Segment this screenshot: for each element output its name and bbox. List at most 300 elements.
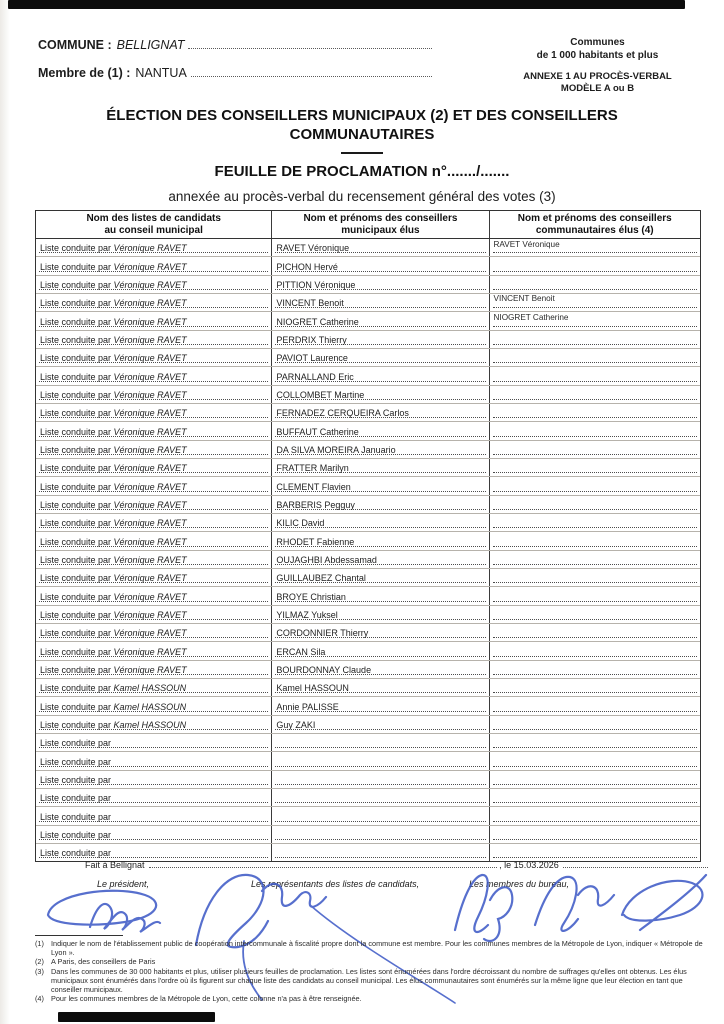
- cell-conseiller-municipal: [272, 807, 489, 824]
- liste-conducteur: Véronique RAVET: [113, 371, 187, 382]
- liste-text: [40, 463, 187, 473]
- membre-dotted-line: [191, 76, 432, 77]
- liste-prefix: Liste conduite par: [40, 738, 112, 749]
- liste-text: [40, 372, 187, 382]
- liste-prefix: Liste conduite par: [40, 829, 112, 840]
- communes-note-line2: de 1 000 habitants et plus: [536, 50, 659, 61]
- communautaire-dotted-line: [493, 821, 697, 822]
- communautaire-elu-name: RAVET Véronique: [493, 239, 560, 249]
- liste-text: [40, 298, 187, 308]
- table-row-25: [36, 679, 700, 697]
- liste-text: [40, 537, 187, 547]
- cell-conseiller-communautaire: [490, 642, 700, 659]
- table-header-row: [36, 211, 700, 239]
- cell-conseiller-municipal: [272, 496, 489, 513]
- cell-liste: [36, 477, 272, 494]
- liste-conducteur: Véronique RAVET: [113, 426, 187, 437]
- commune-label: COMMUNE :: [38, 38, 112, 52]
- communautaire-dotted-line: [493, 417, 697, 418]
- municipal-elu-name: KILIC David: [276, 518, 325, 529]
- communautaire-dotted-line: [493, 839, 697, 840]
- liste-prefix: Liste conduite par: [40, 591, 114, 602]
- fait-dotted-line1: [149, 867, 498, 868]
- municipal-elu-name: FRATTER Marilyn: [276, 463, 349, 474]
- cell-liste: [36, 716, 272, 733]
- liste-text: [40, 738, 111, 748]
- communautaire-dotted-line: [493, 381, 697, 382]
- cell-liste: [36, 386, 272, 403]
- municipal-elu-name: PITTION Véronique: [276, 279, 356, 290]
- communautaire-dotted-line: [493, 344, 697, 345]
- cell-conseiller-communautaire: [490, 477, 700, 494]
- liste-conducteur: Véronique RAVET: [113, 609, 187, 620]
- fait-date: , le 15.03.2026: [499, 860, 559, 870]
- cell-liste: [36, 771, 272, 788]
- table-row-8: [36, 367, 700, 385]
- cell-conseiller-communautaire: [490, 569, 700, 586]
- cell-liste: [36, 734, 272, 751]
- liste-text: [40, 720, 186, 730]
- liste-text: [40, 408, 187, 418]
- liste-prefix: Liste conduite par: [40, 628, 114, 639]
- commune-dotted-line: [188, 48, 432, 49]
- municipal-elu-name: DA SILVA MOREIRA Januario: [276, 444, 396, 455]
- cell-conseiller-municipal: [272, 569, 489, 586]
- proclamation-subtitle: annexée au procès-verbal du recensement général des votes (3): [168, 189, 556, 204]
- liste-text: [40, 500, 187, 510]
- cell-conseiller-communautaire: [490, 606, 700, 623]
- table-row-3: [36, 276, 700, 294]
- liste-conducteur: Kamel HASSOUN: [113, 719, 187, 730]
- liste-text: [40, 427, 187, 437]
- municipal-elu-name: BROYE Christian: [276, 591, 346, 602]
- cell-conseiller-communautaire: [490, 239, 700, 256]
- communautaire-dotted-line: [493, 399, 697, 400]
- liste-text: [40, 243, 187, 253]
- liste-text: [40, 665, 187, 675]
- communautaire-dotted-line: [493, 252, 697, 253]
- footnote-number: (1): [35, 939, 44, 948]
- communautaire-dotted-line: [493, 637, 697, 638]
- cell-conseiller-municipal: [272, 624, 489, 641]
- table-row-2: [36, 257, 700, 275]
- municipal-dotted-line: [275, 766, 485, 767]
- liste-prefix: Liste conduite par: [40, 298, 114, 309]
- cell-conseiller-municipal: [272, 441, 489, 458]
- communautaire-dotted-line: [493, 656, 697, 657]
- liste-text: [40, 793, 111, 803]
- liste-text: [40, 482, 187, 492]
- cell-conseiller-communautaire: [490, 697, 700, 714]
- cell-conseiller-communautaire: [490, 459, 700, 476]
- cell-liste: [36, 697, 272, 714]
- communautaire-dotted-line: [493, 472, 697, 473]
- table-body: [36, 239, 700, 861]
- municipal-dotted-line: [275, 857, 485, 858]
- liste-text: [40, 702, 186, 712]
- membres-bureau-label: Les membres du bureau,: [469, 879, 570, 889]
- liste-conducteur: Véronique RAVET: [113, 353, 187, 364]
- liste-conducteur: Véronique RAVET: [113, 389, 187, 400]
- cell-liste: [36, 496, 272, 513]
- table-row-15: [36, 496, 700, 514]
- scan-edge-shading: [0, 0, 10, 1024]
- liste-prefix: Liste conduite par: [40, 811, 112, 822]
- liste-prefix: Liste conduite par: [40, 261, 114, 272]
- liste-prefix: Liste conduite par: [40, 426, 114, 437]
- cell-conseiller-municipal: [272, 752, 489, 769]
- cell-liste: [36, 569, 272, 586]
- table-row-19: [36, 569, 700, 587]
- communautaire-dotted-line: [493, 436, 697, 437]
- cell-conseiller-communautaire: [490, 312, 700, 329]
- cell-conseiller-communautaire: [490, 331, 700, 348]
- liste-text: [40, 812, 111, 822]
- liste-conducteur: Véronique RAVET: [113, 518, 187, 529]
- liste-text: [40, 262, 187, 272]
- liste-conducteur: Véronique RAVET: [113, 261, 187, 272]
- liste-prefix: Liste conduite par: [40, 701, 114, 712]
- communautaire-dotted-line: [493, 362, 697, 363]
- liste-conducteur: Véronique RAVET: [113, 243, 187, 254]
- header-col-municipaux-line1: Nom et prénoms des conseillers: [303, 213, 458, 224]
- cell-liste: [36, 367, 272, 384]
- commune-value: BELLIGNAT: [116, 38, 185, 52]
- cell-conseiller-communautaire: [490, 679, 700, 696]
- cell-conseiller-municipal: [272, 276, 489, 293]
- cell-liste: [36, 532, 272, 549]
- cell-conseiller-communautaire: [490, 349, 700, 366]
- table-row-32: [36, 807, 700, 825]
- liste-conducteur: Véronique RAVET: [113, 444, 187, 455]
- table-row-34: [36, 844, 700, 861]
- municipal-elu-name: FERNADEZ CERQUEIRA Carlos: [276, 408, 409, 419]
- fait-line: [85, 860, 710, 870]
- cell-conseiller-municipal: [272, 771, 489, 788]
- cell-conseiller-communautaire: [490, 367, 700, 384]
- communautaire-dotted-line: [493, 326, 697, 327]
- liste-conducteur: Véronique RAVET: [113, 334, 187, 345]
- communautaire-dotted-line: [493, 564, 697, 565]
- communautaire-dotted-line: [493, 857, 697, 858]
- municipal-dotted-line: [275, 839, 485, 840]
- cell-conseiller-municipal: [272, 789, 489, 806]
- municipal-elu-name: PAVIOT Laurence: [276, 353, 348, 364]
- liste-conducteur: Véronique RAVET: [113, 316, 187, 327]
- liste-text: [40, 390, 187, 400]
- liste-text: [40, 610, 187, 620]
- cell-liste: [36, 789, 272, 806]
- cell-liste: [36, 349, 272, 366]
- table-row-10: [36, 404, 700, 422]
- cell-conseiller-municipal: [272, 679, 489, 696]
- municipal-elu-name: PICHON Hervé: [276, 261, 338, 272]
- footnote-text: Dans les communes de 30 000 habitants et plus, utiliser plusieurs feuilles de proclamation. Les listes sont énumérées dans l'ordre décroissant du nombre de suffrages qu'elles ont obtenus. Les élus municipaux sont énumérés dans l'ordre où ils figurent sur chaque liste des candidats au conseil municipal. Les élus communautaires sont énumérés sur la même ligne que leur élection en tant que conseiller municipaux.: [51, 966, 687, 995]
- communes-type-note: [505, 36, 690, 62]
- table-row-13: [36, 459, 700, 477]
- cell-conseiller-municipal: [272, 661, 489, 678]
- municipal-elu-name: CLEMENT Flavien: [276, 481, 351, 492]
- communautaire-dotted-line: [493, 674, 697, 675]
- cell-conseiller-municipal: [272, 734, 489, 751]
- table-row-14: [36, 477, 700, 495]
- cell-liste: [36, 294, 272, 311]
- cell-conseiller-communautaire: [490, 404, 700, 421]
- communautaire-dotted-line: [493, 289, 697, 290]
- annexe-note-line2: MODÈLE A ou B: [560, 83, 635, 94]
- liste-prefix: Liste conduite par: [40, 389, 114, 400]
- communautaire-dotted-line: [493, 546, 697, 547]
- representants-label: Les représentants des listes de candidats,: [251, 879, 420, 889]
- membre-label: Membre de (1) :: [38, 66, 131, 80]
- cell-liste: [36, 257, 272, 274]
- cell-liste: [36, 441, 272, 458]
- cell-conseiller-municipal: [272, 514, 489, 531]
- table-row-31: [36, 789, 700, 807]
- cell-conseiller-municipal: [272, 312, 489, 329]
- liste-text: [40, 317, 187, 327]
- table-row-17: [36, 532, 700, 550]
- cell-conseiller-municipal: [272, 331, 489, 348]
- table-row-4: [36, 294, 700, 312]
- liste-text: [40, 683, 186, 693]
- cell-conseiller-municipal: [272, 551, 489, 568]
- cell-conseiller-municipal: [272, 587, 489, 604]
- municipal-elu-name: ERCAN Sila: [276, 646, 326, 657]
- municipal-elu-name: NIOGRET Catherine: [276, 316, 359, 327]
- cell-conseiller-communautaire: [490, 441, 700, 458]
- liste-prefix: Liste conduite par: [40, 756, 112, 767]
- liste-prefix: Liste conduite par: [40, 243, 114, 254]
- communautaire-dotted-line: [493, 527, 697, 528]
- municipal-elu-name: CORDONNIER Thierry: [276, 628, 369, 639]
- liste-prefix: Liste conduite par: [40, 683, 114, 694]
- liste-prefix: Liste conduite par: [40, 481, 114, 492]
- cell-liste: [36, 807, 272, 824]
- table-row-26: [36, 697, 700, 715]
- cell-conseiller-municipal: [272, 844, 489, 861]
- cell-conseiller-municipal: [272, 239, 489, 256]
- cell-liste: [36, 331, 272, 348]
- communautaire-dotted-line: [493, 802, 697, 803]
- header-col-listes: [36, 211, 272, 238]
- municipal-elu-name: OUJAGHBI Abdessamad: [276, 554, 377, 565]
- communautaire-dotted-line: [493, 729, 697, 730]
- municipal-elu-name: COLLOMBET Martine: [276, 389, 365, 400]
- cell-liste: [36, 679, 272, 696]
- cell-liste: [36, 826, 272, 843]
- communautaire-dotted-line: [493, 619, 697, 620]
- cell-liste: [36, 551, 272, 568]
- signature-president-loop: [48, 891, 156, 925]
- scan-artifact-top-bar: [8, 0, 685, 9]
- communautaire-dotted-line: [493, 491, 697, 492]
- liste-conducteur: Véronique RAVET: [113, 536, 187, 547]
- liste-prefix: Liste conduite par: [40, 353, 114, 364]
- cell-liste: [36, 514, 272, 531]
- communautaire-dotted-line: [493, 601, 697, 602]
- table-row-11: [36, 422, 700, 440]
- cell-liste: [36, 422, 272, 439]
- municipal-elu-name: BARBERIS Pegguy: [276, 499, 355, 510]
- liste-text: [40, 592, 187, 602]
- annexe-note-line1: ANNEXE 1 AU PROCÈS-VERBAL: [523, 71, 672, 82]
- cell-conseiller-communautaire: [490, 532, 700, 549]
- table-row-29: [36, 752, 700, 770]
- header-col-communautaires-line1: Nom et prénoms des conseillers: [517, 213, 672, 224]
- table-row-33: [36, 826, 700, 844]
- footnote-number: (2): [35, 957, 44, 967]
- cell-conseiller-communautaire: [490, 496, 700, 513]
- cell-liste: [36, 404, 272, 421]
- header-col-listes-line2: au conseil municipal: [104, 225, 203, 236]
- liste-prefix: Liste conduite par: [40, 609, 114, 620]
- header-col-communautaires: [490, 211, 700, 238]
- liste-conducteur: Véronique RAVET: [113, 573, 187, 584]
- annexe-note: [495, 71, 700, 95]
- table-row-20: [36, 587, 700, 605]
- liste-prefix: Liste conduite par: [40, 408, 114, 419]
- liste-conducteur: Véronique RAVET: [113, 463, 187, 474]
- fait-dotted-line2: [563, 867, 708, 868]
- liste-text: [40, 555, 187, 565]
- liste-text: [40, 647, 187, 657]
- liste-text: [40, 518, 187, 528]
- communautaire-dotted-line: [493, 454, 697, 455]
- header-col-municipaux: [272, 211, 489, 238]
- cell-conseiller-communautaire: [490, 587, 700, 604]
- cell-conseiller-municipal: [272, 422, 489, 439]
- cell-conseiller-municipal: [272, 532, 489, 549]
- liste-conducteur: Véronique RAVET: [113, 298, 187, 309]
- cell-conseiller-municipal: [272, 716, 489, 733]
- table-row-6: [36, 331, 700, 349]
- municipal-dotted-line: [275, 821, 485, 822]
- table-row-27: [36, 716, 700, 734]
- communautaire-dotted-line: [493, 307, 697, 308]
- liste-conducteur: Véronique RAVET: [113, 279, 187, 290]
- municipal-elu-name: RAVET Véronique: [276, 243, 350, 254]
- table-row-23: [36, 642, 700, 660]
- cell-conseiller-municipal: [272, 294, 489, 311]
- liste-conducteur: Kamel HASSOUN: [113, 701, 187, 712]
- liste-text: [40, 628, 187, 638]
- table-row-21: [36, 606, 700, 624]
- communautaire-dotted-line: [493, 582, 697, 583]
- liste-prefix: Liste conduite par: [40, 444, 114, 455]
- liste-text: [40, 573, 187, 583]
- table-row-16: [36, 514, 700, 532]
- president-label: Le président,: [97, 879, 150, 889]
- table-row-9: [36, 386, 700, 404]
- membre-line: [38, 66, 434, 80]
- liste-text: [40, 353, 187, 363]
- municipal-elu-name: BUFFAUT Catherine: [276, 426, 359, 437]
- membre-value: NANTUA: [135, 66, 187, 80]
- municipal-elu-name: GUILLAUBEZ Chantal: [276, 573, 366, 584]
- fait-prefix: Fait à Bellignat: [85, 860, 145, 870]
- cell-liste: [36, 844, 272, 861]
- table-row-5: [36, 312, 700, 330]
- liste-prefix: Liste conduite par: [40, 664, 114, 675]
- cell-conseiller-municipal: [272, 349, 489, 366]
- communautaire-dotted-line: [493, 747, 697, 748]
- cell-conseiller-municipal: [272, 367, 489, 384]
- cell-conseiller-communautaire: [490, 386, 700, 403]
- header-col-municipaux-line2: municipaux élus: [341, 225, 420, 236]
- liste-conducteur: Kamel HASSOUN: [113, 683, 187, 694]
- table-row-7: [36, 349, 700, 367]
- cell-liste: [36, 312, 272, 329]
- footnote-1: [35, 939, 709, 957]
- footnotes: [35, 939, 709, 1003]
- signature-president-name: [90, 904, 160, 932]
- cell-liste: [36, 642, 272, 659]
- table-row-22: [36, 624, 700, 642]
- cell-liste: [36, 276, 272, 293]
- commune-line: [38, 38, 434, 52]
- liste-prefix: Liste conduite par: [40, 646, 114, 657]
- cell-conseiller-communautaire: [490, 514, 700, 531]
- footnote-text: Pour les communes membres de la Métropole de Lyon, cette colonne n'a pas à être renseignée.: [51, 994, 362, 1004]
- liste-prefix: Liste conduite par: [40, 499, 114, 510]
- liste-text: [40, 335, 187, 345]
- page-title: [50, 106, 674, 144]
- cell-liste: [36, 661, 272, 678]
- footnote-separator: [35, 935, 123, 936]
- liste-prefix: Liste conduite par: [40, 848, 112, 859]
- liste-text: [40, 280, 187, 290]
- cell-conseiller-communautaire: [490, 807, 700, 824]
- table-row-24: [36, 661, 700, 679]
- municipal-elu-name: Guy ZAKI: [276, 719, 316, 730]
- cell-conseiller-municipal: [272, 459, 489, 476]
- municipal-dotted-line: [275, 784, 485, 785]
- communautaire-dotted-line: [493, 271, 697, 272]
- communautaire-dotted-line: [493, 766, 697, 767]
- cell-conseiller-municipal: [272, 606, 489, 623]
- table-row-28: [36, 734, 700, 752]
- cell-liste: [36, 624, 272, 641]
- liste-prefix: Liste conduite par: [40, 573, 114, 584]
- cell-liste: [36, 752, 272, 769]
- cell-liste: [36, 606, 272, 623]
- cell-conseiller-communautaire: [490, 789, 700, 806]
- municipal-elu-name: RHODET Fabienne: [276, 536, 355, 547]
- cell-conseiller-communautaire: [490, 661, 700, 678]
- liste-conducteur: Véronique RAVET: [113, 646, 187, 657]
- scan-artifact-bottom-bar: [58, 1012, 215, 1022]
- footnote-4: [35, 994, 709, 1003]
- footnote-3: [35, 967, 709, 995]
- cell-conseiller-municipal: [272, 386, 489, 403]
- liste-prefix: Liste conduite par: [40, 774, 112, 785]
- cell-conseiller-communautaire: [490, 734, 700, 751]
- cell-conseiller-municipal: [272, 697, 489, 714]
- cell-conseiller-municipal: [272, 826, 489, 843]
- cell-conseiller-communautaire: [490, 844, 700, 861]
- liste-conducteur: Véronique RAVET: [113, 481, 187, 492]
- proclamation-table: [35, 210, 701, 862]
- liste-text: [40, 848, 111, 858]
- cell-conseiller-municipal: [272, 642, 489, 659]
- municipal-elu-name: PERDRIX Thierry: [276, 334, 347, 345]
- liste-conducteur: Véronique RAVET: [113, 554, 187, 565]
- cell-conseiller-communautaire: [490, 551, 700, 568]
- liste-prefix: Liste conduite par: [40, 334, 114, 345]
- cell-liste: [36, 239, 272, 256]
- signature-bureau-oval: [622, 875, 706, 930]
